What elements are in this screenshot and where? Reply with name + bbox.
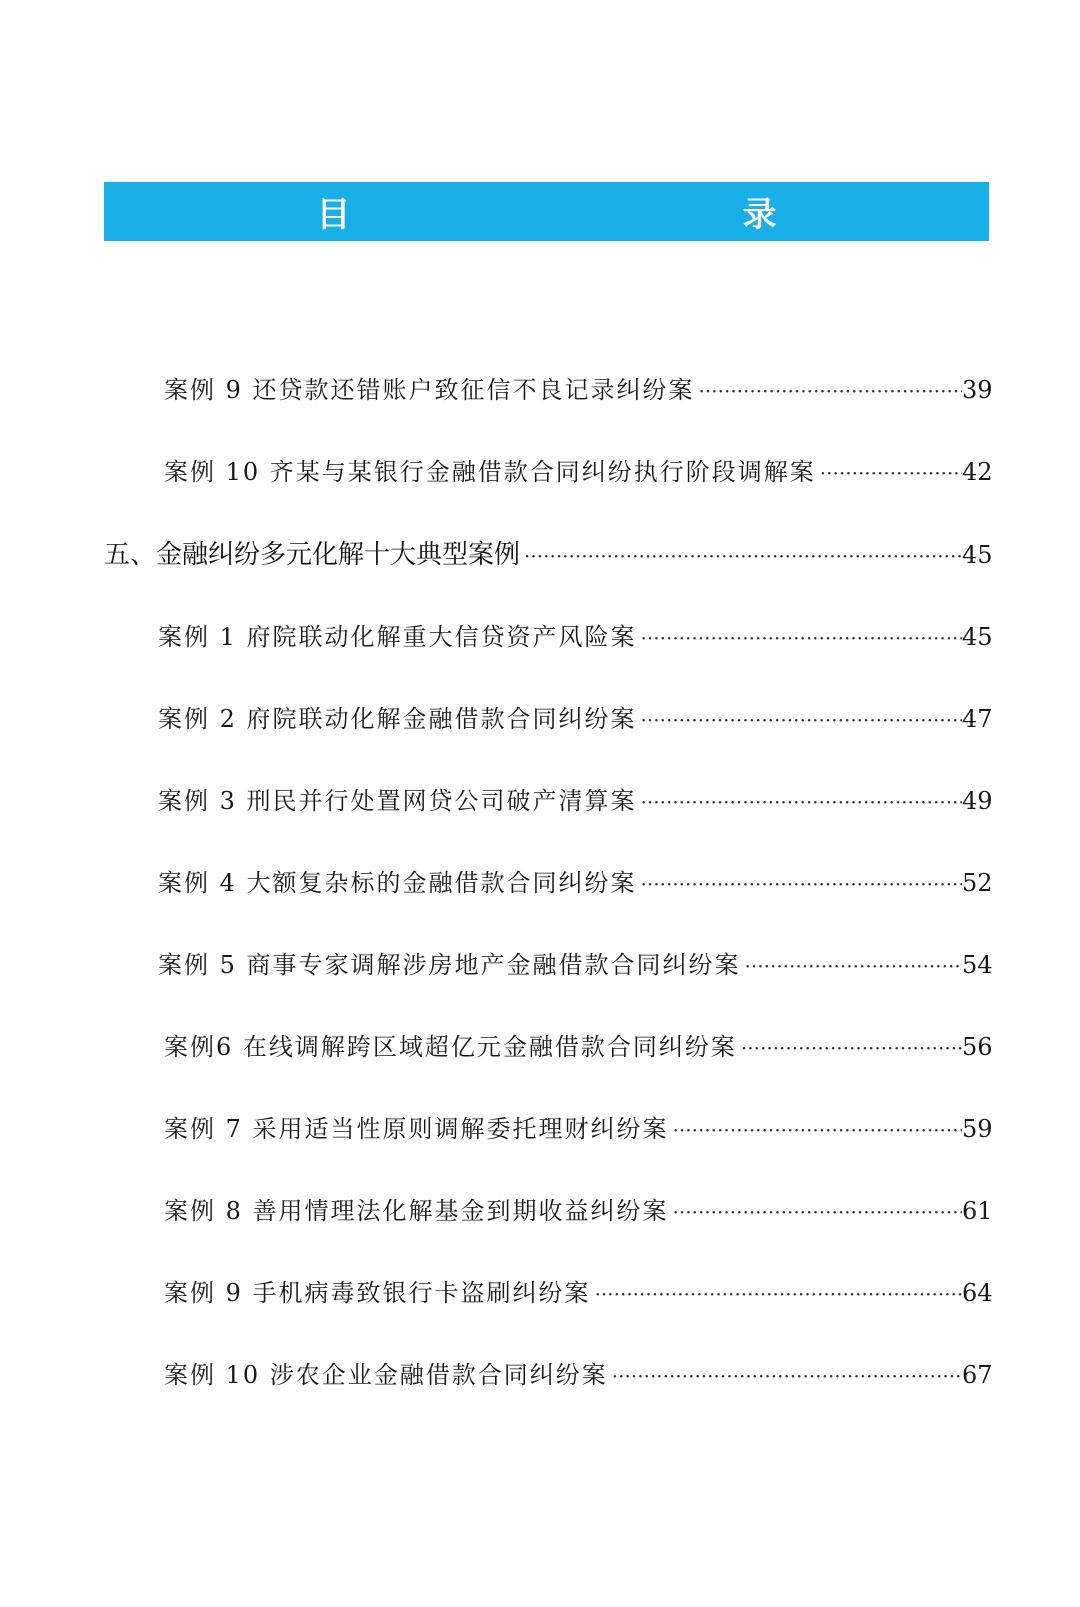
dot-leader	[610, 1356, 962, 1396]
dot-leader	[593, 1274, 962, 1314]
dot-leader	[697, 371, 962, 411]
toc-entry[interactable]	[164, 370, 993, 410]
toc-entry-label: 案例 10 涉农企业金融借款合同纠纷案	[164, 1361, 608, 1389]
dot-leader	[639, 782, 962, 822]
toc-entry-page: 49	[962, 787, 993, 815]
toc-entry-label: 案例 10 齐某与某银行金融借款合同纠纷执行阶段调解案	[164, 458, 816, 486]
toc-entry-label: 案例 5 商事专家调解涉房地产金融借款合同纠纷案	[158, 951, 741, 979]
dot-leader	[739, 1028, 962, 1068]
toc-entry[interactable]	[164, 1355, 993, 1395]
toc-entry-label: 案例 8 善用情理法化解基金到期收益纠纷案	[164, 1197, 669, 1225]
toc-entry-page: 67	[962, 1361, 993, 1389]
dot-leader	[522, 536, 962, 576]
dot-leader	[743, 946, 962, 986]
toc-title: 目 录	[316, 195, 885, 235]
dot-leader	[671, 1192, 962, 1232]
toc-entry[interactable]	[164, 1109, 993, 1149]
toc-entry[interactable]	[164, 1273, 993, 1313]
toc-entry-label: 案例 9 手机病毒致银行卡盗刷纠纷案	[164, 1279, 591, 1307]
toc-entry-label: 案例 2 府院联动化解金融借款合同纠纷案	[158, 705, 637, 733]
toc-entry-page: 45	[962, 623, 993, 651]
toc-entry-label: 案例 3 刑民并行处置网贷公司破产清算案	[158, 787, 637, 815]
toc-entry-label: 案例 7 采用适当性原则调解委托理财纠纷案	[164, 1115, 669, 1143]
toc-entry[interactable]	[158, 699, 993, 739]
toc-entry[interactable]	[164, 452, 993, 492]
toc-entry-page: 56	[962, 1033, 993, 1061]
toc-entry[interactable]	[158, 945, 993, 985]
toc-entry-page: 47	[962, 705, 993, 733]
dot-leader	[639, 700, 962, 740]
toc-entry-page: 61	[962, 1197, 993, 1225]
dot-leader	[818, 453, 962, 493]
toc-entry-label: 案例6 在线调解跨区域超亿元金融借款合同纠纷案	[164, 1033, 737, 1061]
toc-entry-label: 案例 4 大额复杂标的金融借款合同纠纷案	[158, 869, 637, 897]
toc-entry[interactable]	[158, 781, 993, 821]
toc-entry[interactable]	[164, 1191, 993, 1231]
toc-entry-label: 案例 1 府院联动化解重大信贷资产风险案	[158, 623, 637, 651]
toc-entry[interactable]	[158, 617, 993, 657]
toc-entry-page: 45	[962, 541, 993, 569]
toc-section-label: 金融纠纷多元化解十大典型案例	[156, 540, 521, 570]
toc-entry-page: 54	[962, 951, 993, 979]
toc-entry-label: 案例 9 还贷款还错账户致征信不良记录纠纷案	[164, 376, 695, 404]
dot-leader	[639, 618, 962, 658]
toc-entry-page: 52	[962, 869, 993, 897]
toc-entry[interactable]	[164, 1027, 993, 1067]
toc-entry[interactable]	[158, 863, 993, 903]
toc-entry-page: 39	[962, 376, 993, 404]
dot-leader	[671, 1110, 962, 1150]
toc-entry-page: 42	[962, 458, 993, 486]
section-number: 五、	[104, 540, 157, 570]
toc-entry-page: 64	[962, 1279, 993, 1307]
dot-leader	[639, 864, 962, 904]
toc-entry-page: 59	[962, 1115, 993, 1143]
toc-section-entry[interactable]	[104, 535, 993, 575]
